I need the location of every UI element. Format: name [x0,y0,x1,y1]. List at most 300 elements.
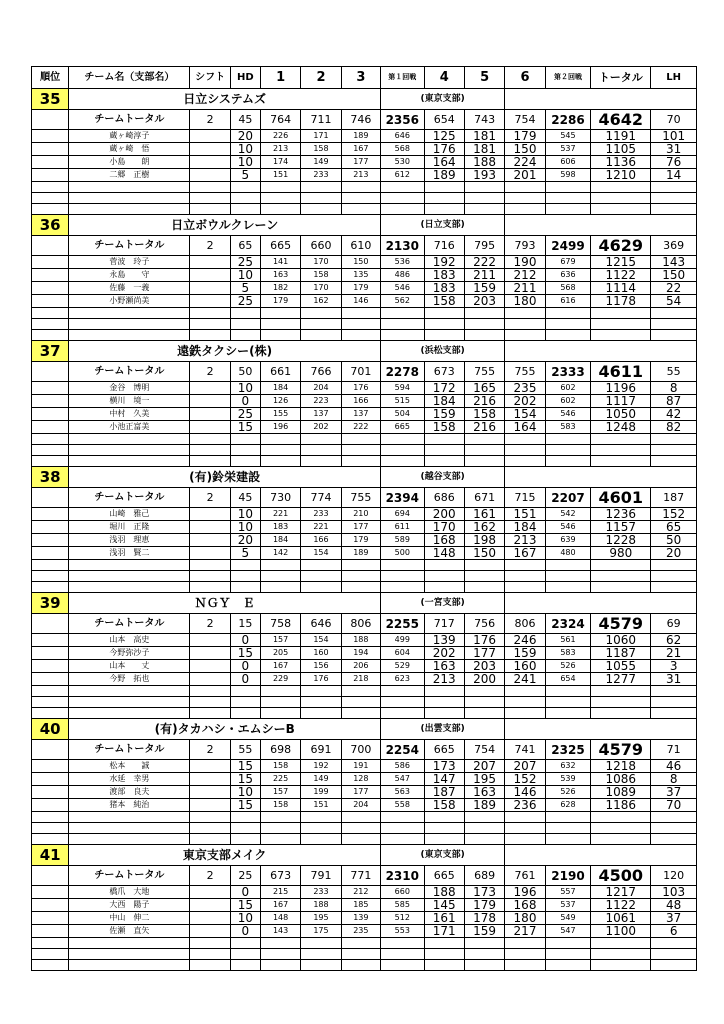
empty-cell [341,686,380,697]
game-1-value: 157 [260,786,300,799]
empty-cell [260,319,300,330]
game-2-value: 660 [301,236,341,256]
empty-cell [651,445,697,456]
empty-cell [381,308,425,319]
player-name: 今野 拓也 [69,673,190,686]
lh-value: 8 [651,773,697,786]
game-1-value: 196 [260,421,300,434]
game-2-value: 199 [301,786,341,799]
game-5-value: 161 [464,508,504,521]
empty-cell [301,182,341,193]
blank-row [32,949,697,960]
player-row [32,925,697,938]
empty-cell [545,445,591,456]
game-3-value: 771 [341,866,380,886]
empty-cell [341,193,380,204]
game-4-value: 147 [424,773,464,786]
team-total-label: チームトータル [69,488,190,508]
player-total-value: 1215 [591,256,651,269]
lh-value: 31 [651,143,697,156]
rank-cell [32,686,69,697]
game-1-value: 182 [260,282,300,295]
player-name: 二郷 正樹 [69,169,190,182]
rank-cell [32,269,69,282]
game-5-value: 188 [464,156,504,169]
round-1-value: 530 [381,156,425,169]
shift-cell [190,282,230,295]
round-2-value: 542 [545,508,591,521]
empty-cell [260,182,300,193]
game-5-value: 754 [464,740,504,760]
empty-cell [190,182,230,193]
rank-cell [32,760,69,773]
empty-cell [301,571,341,582]
game-1-value: 158 [260,799,300,812]
empty-cell [381,182,425,193]
game-4-value: 686 [424,488,464,508]
hd-value: 10 [230,156,260,169]
empty-cell [260,193,300,204]
empty-cell [69,949,190,960]
lh-value: 6 [651,925,697,938]
empty-cell [464,697,504,708]
empty-cell [464,949,504,960]
lh-value: 152 [651,508,697,521]
rank-cell [32,156,69,169]
round-1-value: 515 [381,395,425,408]
empty-cell [69,330,190,341]
empty-cell [591,308,651,319]
hd-value: 65 [230,236,260,256]
branch-name: (越谷支部) [381,467,505,488]
empty-cell [190,834,230,845]
player-row [32,886,697,899]
rank-cell [32,395,69,408]
game-5-value: 181 [464,130,504,143]
empty-cell [591,938,651,949]
round-2-value: 561 [545,634,591,647]
grand-total-value: 4611 [591,362,651,382]
team-total-row [32,614,697,634]
player-total-value: 1178 [591,295,651,308]
rank-cell [32,445,69,456]
player-row [32,382,697,395]
empty-cell [464,182,504,193]
empty-cell [651,834,697,845]
player-name: 浅羽 理恵 [69,534,190,547]
round-2-value: 539 [545,773,591,786]
empty-cell [651,193,697,204]
round-1-value: 568 [381,143,425,156]
game-2-value: 176 [301,673,341,686]
rank-cell [32,488,69,508]
empty-cell [424,582,464,593]
round-1-value: 611 [381,521,425,534]
game-1-value: 661 [260,362,300,382]
rank-cell [32,786,69,799]
game-1-value: 148 [260,912,300,925]
rank-cell [32,938,69,949]
player-row [32,408,697,421]
empty-cell [341,812,380,823]
game-4-value: 184 [424,395,464,408]
empty-cell [230,834,260,845]
empty-cell [301,708,341,719]
empty-cell [424,193,464,204]
round-1-value: 2130 [381,236,425,256]
empty-cell [230,571,260,582]
hd-value: 25 [230,408,260,421]
team-name: 日立ボウルクレーン [69,215,381,236]
player-name: 佐藤 一義 [69,282,190,295]
rank-cell [32,673,69,686]
game-3-value: 218 [341,673,380,686]
empty-cell [260,938,300,949]
blank-row [32,560,697,571]
grand-total-value: 4629 [591,236,651,256]
empty-cell [424,949,464,960]
rank-cell [32,256,69,269]
player-total-value: 1187 [591,647,651,660]
empty-cell [591,949,651,960]
empty-cell [545,571,591,582]
game-1-value: 174 [260,156,300,169]
empty-cell [464,571,504,582]
player-total-value: 1277 [591,673,651,686]
team-header-row [32,719,697,740]
empty-cell [545,960,591,971]
empty-cell [341,834,380,845]
game-4-value: 171 [424,925,464,938]
empty-cell [651,330,697,341]
blank-row [32,571,697,582]
hd-value: 10 [230,382,260,395]
hd-value: 15 [230,799,260,812]
lh-value: 120 [651,866,697,886]
game-2-value: 162 [301,295,341,308]
shift-cell [190,421,230,434]
game-2-value: 175 [301,925,341,938]
round-2-value: 480 [545,547,591,560]
player-row [32,773,697,786]
empty-cell [464,823,504,834]
empty-cell [381,330,425,341]
empty-cell [424,708,464,719]
round-1-value: 2310 [381,866,425,886]
game-3-value: 189 [341,130,380,143]
round-2-value: 639 [545,534,591,547]
player-row [32,760,697,773]
game-5-value: 195 [464,773,504,786]
empty-cell [230,686,260,697]
empty-cell [424,834,464,845]
round-2-value: 602 [545,382,591,395]
game-5-value: 163 [464,786,504,799]
round-2-value: 602 [545,395,591,408]
empty-cell [651,686,697,697]
empty-cell [69,445,190,456]
rank-cell [32,773,69,786]
hd-value: 5 [230,547,260,560]
blank-row [32,960,697,971]
game-1-value: 155 [260,408,300,421]
rank-cell [32,236,69,256]
rank-cell [32,660,69,673]
rank-cell [32,834,69,845]
empty-cell [505,330,545,341]
col-hd: HD [230,67,260,89]
game-3-value: 166 [341,395,380,408]
game-6-value: 207 [505,760,545,773]
player-total-value: 1105 [591,143,651,156]
player-name: 金谷 博明 [69,382,190,395]
game-4-value: 164 [424,156,464,169]
game-2-value: 171 [301,130,341,143]
game-1-value: 226 [260,130,300,143]
empty-cell [545,686,591,697]
empty-cell [505,560,545,571]
rank-badge: 39 [32,593,69,614]
game-3-value: 177 [341,786,380,799]
team-total-row [32,236,697,256]
round-2-value: 2207 [545,488,591,508]
player-row [32,143,697,156]
shift-value: 2 [190,866,230,886]
empty-cell [341,456,380,467]
empty-cell [505,182,545,193]
empty-cell [230,330,260,341]
empty-cell [505,686,545,697]
game-2-value: 170 [301,256,341,269]
blank-row [32,456,697,467]
col-round-1: 第１回戦 [381,67,425,89]
shift-cell [190,408,230,421]
round-1-value: 604 [381,647,425,660]
game-4-value: 170 [424,521,464,534]
empty-cell [69,834,190,845]
team-name: ＮＧＹ Ｅ [69,593,381,614]
empty-cell [651,571,697,582]
blank-row [32,193,697,204]
game-4-value: 192 [424,256,464,269]
player-name: 水延 幸男 [69,773,190,786]
team-total-row [32,740,697,760]
game-1-value: 167 [260,899,300,912]
empty-cell [341,204,380,215]
game-3-value: 222 [341,421,380,434]
empty-cell [464,938,504,949]
game-1-value: 673 [260,866,300,886]
rank-cell [32,282,69,295]
player-total-value: 1217 [591,886,651,899]
empty-cell [591,193,651,204]
game-5-value: 158 [464,408,504,421]
round-1-value: 486 [381,269,425,282]
empty-cell [301,193,341,204]
player-row [32,269,697,282]
game-2-value: 154 [301,547,341,560]
player-name: 中村 久美 [69,408,190,421]
game-4-value: 125 [424,130,464,143]
game-2-value: 233 [301,508,341,521]
round-2-value: 583 [545,647,591,660]
game-4-value: 716 [424,236,464,256]
round-1-value: 2394 [381,488,425,508]
empty-cell [301,319,341,330]
rank-cell [32,899,69,912]
shift-cell [190,269,230,282]
empty-cell [381,949,425,960]
empty-cell [260,434,300,445]
rank-cell [32,799,69,812]
game-1-value: 758 [260,614,300,634]
shift-cell [190,156,230,169]
hd-value: 0 [230,925,260,938]
empty-cell [230,204,260,215]
empty-cell [301,560,341,571]
round-1-value: 512 [381,912,425,925]
empty-cell [230,812,260,823]
shift-cell [190,547,230,560]
round-2-value: 636 [545,269,591,282]
game-6-value: 793 [505,236,545,256]
branch-name: (日立支部) [381,215,505,236]
game-5-value: 177 [464,647,504,660]
player-name: 横川 境一 [69,395,190,408]
game-1-value: 184 [260,534,300,547]
col-game-3: 3 [341,67,380,89]
empty-cell [505,582,545,593]
game-6-value: 150 [505,143,545,156]
empty-cell [381,571,425,582]
results-table [31,66,697,971]
empty-cell [341,319,380,330]
empty-cell [464,834,504,845]
game-4-value: 673 [424,362,464,382]
empty-cell [341,182,380,193]
game-5-value: 756 [464,614,504,634]
player-total-value: 1136 [591,156,651,169]
empty-cell [190,812,230,823]
game-2-value: 774 [301,488,341,508]
game-1-value: 179 [260,295,300,308]
game-2-value: 149 [301,156,341,169]
empty-cell [591,582,651,593]
empty-cell [190,938,230,949]
player-total-value: 1086 [591,773,651,786]
rank-cell [32,382,69,395]
team-name: 日立システムズ [69,89,381,110]
empty-cell [341,949,380,960]
player-name: 今野弥沙子 [69,647,190,660]
empty-cell [505,319,545,330]
game-3-value: 189 [341,547,380,560]
empty-cell [464,708,504,719]
game-4-value: 717 [424,614,464,634]
empty-cell [190,582,230,593]
game-4-value: 176 [424,143,464,156]
game-4-value: 173 [424,760,464,773]
game-6-value: 246 [505,634,545,647]
game-4-value: 200 [424,508,464,521]
player-total-value: 1218 [591,760,651,773]
empty-cell [230,308,260,319]
round-1-value: 594 [381,382,425,395]
round-2-value: 583 [545,421,591,434]
round-1-value: 2255 [381,614,425,634]
player-total-value: 1055 [591,660,651,673]
rank-cell [32,330,69,341]
empty-cell [651,204,697,215]
round-1-value: 553 [381,925,425,938]
grand-total-value: 4500 [591,866,651,886]
hd-value: 0 [230,886,260,899]
grand-total-value: 4579 [591,614,651,634]
player-name: 山本 高史 [69,634,190,647]
empty-cell [301,697,341,708]
empty-cell [230,319,260,330]
shift-cell [190,508,230,521]
shift-cell [190,886,230,899]
empty-cell [591,708,651,719]
hd-value: 55 [230,740,260,760]
game-4-value: 172 [424,382,464,395]
hd-value: 10 [230,143,260,156]
results-body [32,89,697,971]
game-5-value: 162 [464,521,504,534]
game-3-value: 212 [341,886,380,899]
empty-cell [230,960,260,971]
empty-cell [424,182,464,193]
empty-cell [545,182,591,193]
empty-cell [260,708,300,719]
hd-value: 0 [230,660,260,673]
lh-value: 8 [651,382,697,395]
empty-cell [190,823,230,834]
shift-cell [190,760,230,773]
empty-cell [301,812,341,823]
game-6-value: 715 [505,488,545,508]
blank-row [32,182,697,193]
game-4-value: 654 [424,110,464,130]
empty-cell [190,571,230,582]
empty-cell [69,204,190,215]
player-total-value: 1210 [591,169,651,182]
game-3-value: 700 [341,740,380,760]
round-2-value: 2190 [545,866,591,886]
empty-cell [69,434,190,445]
empty-cell [190,560,230,571]
team-total-label: チームトータル [69,614,190,634]
empty-cell [464,445,504,456]
hd-value: 20 [230,534,260,547]
empty-cell [591,434,651,445]
game-6-value: 224 [505,156,545,169]
player-row [32,673,697,686]
hd-value: 15 [230,614,260,634]
team-header-blank [505,593,697,614]
empty-cell [545,823,591,834]
game-6-value: 213 [505,534,545,547]
empty-cell [69,571,190,582]
game-4-value: 159 [424,408,464,421]
empty-cell [341,434,380,445]
empty-cell [591,330,651,341]
game-3-value: 177 [341,156,380,169]
round-1-value: 623 [381,673,425,686]
game-6-value: 168 [505,899,545,912]
hd-value: 10 [230,508,260,521]
